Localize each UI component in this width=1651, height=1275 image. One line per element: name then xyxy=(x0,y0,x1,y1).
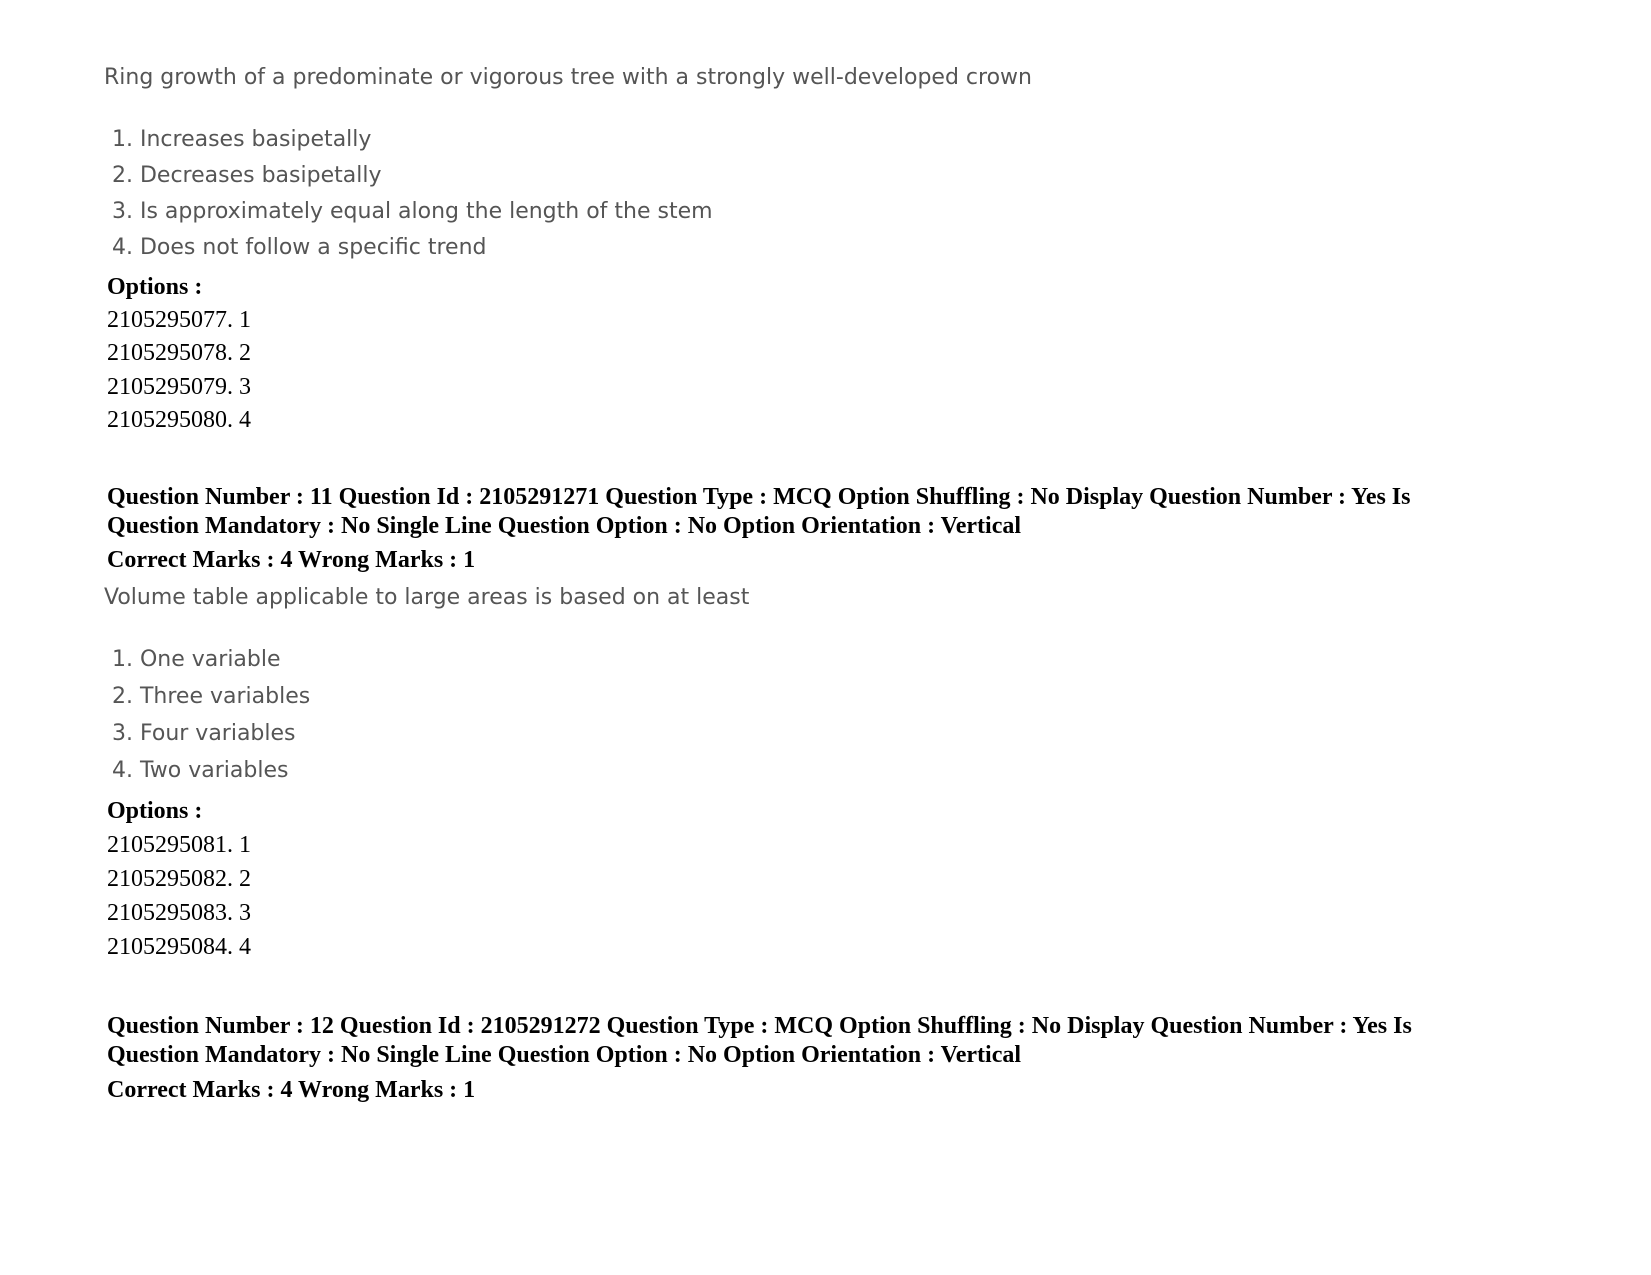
option-item: 2105295080. 4 xyxy=(107,407,251,433)
question-meta-line: Question Number : 11 Question Id : 2105291271 Question Type : MCQ Option Shuffling : No Display Question Number : Yes Is xyxy=(107,484,1411,510)
option-item: 2105295084. 4 xyxy=(107,934,251,960)
answer-choice: 1. One variable xyxy=(112,647,281,672)
question-meta xyxy=(107,483,1527,541)
answer-choice: 3. Four variables xyxy=(112,721,296,746)
option-item: 2105295078. 2 xyxy=(107,340,251,366)
marks-info: Correct Marks : 4 Wrong Marks : 1 xyxy=(107,1077,476,1103)
question-meta xyxy=(107,1012,1527,1070)
answer-choice: 2. Decreases basipetally xyxy=(112,163,382,188)
options-label: Options : xyxy=(107,274,203,300)
answer-choice: 4. Two variables xyxy=(112,758,289,783)
option-item: 2105295081. 1 xyxy=(107,832,251,858)
question-text: Ring growth of a predominate or vigorous tree with a strongly well-developed crown xyxy=(104,65,1032,90)
option-item: 2105295079. 3 xyxy=(107,374,251,400)
marks-info: Correct Marks : 4 Wrong Marks : 1 xyxy=(107,547,476,573)
question-text: Volume table applicable to large areas is based on at least xyxy=(104,585,750,610)
options-label: Options : xyxy=(107,798,203,824)
answer-choice: 1. Increases basipetally xyxy=(112,127,372,152)
question-meta-line: Question Number : 12 Question Id : 2105291272 Question Type : MCQ Option Shuffling : No Display Question Number : Yes Is xyxy=(107,1013,1412,1039)
answer-choice: 3. Is approximately equal along the length of the stem xyxy=(112,199,713,224)
answer-choice: 2. Three variables xyxy=(112,684,311,709)
option-item: 2105295083. 3 xyxy=(107,900,251,926)
answer-choice: 4. Does not follow a specific trend xyxy=(112,235,487,260)
option-item: 2105295082. 2 xyxy=(107,866,251,892)
question-meta-line: Question Mandatory : No Single Line Question Option : No Option Orientation : Vertical xyxy=(107,1042,1022,1068)
question-meta-line: Question Mandatory : No Single Line Question Option : No Option Orientation : Vertical xyxy=(107,513,1022,539)
option-item: 2105295077. 1 xyxy=(107,307,251,333)
